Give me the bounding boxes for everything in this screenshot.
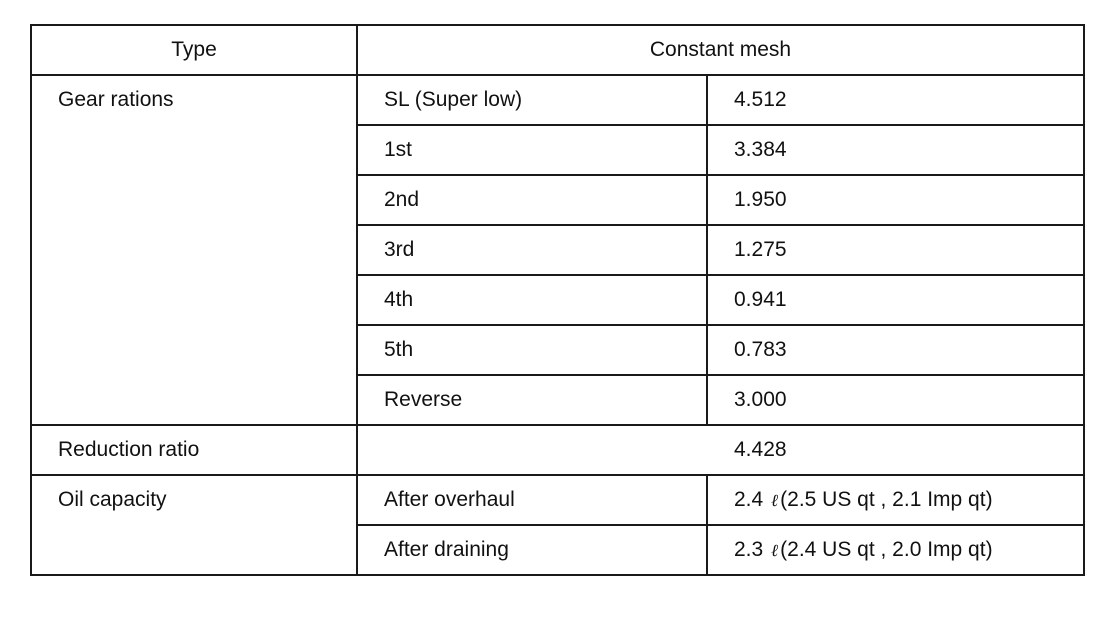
gear-ratio-cell: 0.941 — [707, 275, 1084, 325]
gear-name-cell: 1st — [357, 125, 707, 175]
reduction-ratio-value: 4.428 — [734, 438, 787, 461]
oil-amount-value: 2.4 — [734, 488, 764, 511]
reduction-ratio-row — [31, 425, 1084, 475]
gear-name-cell: 5th — [357, 325, 707, 375]
reduction-ratio-value-cell — [357, 425, 1084, 475]
oil-amount-cell — [707, 525, 1084, 575]
gear-ratio-cell: 3.000 — [707, 375, 1084, 425]
gear-ratio-cell: 0.783 — [707, 325, 1084, 375]
oil-condition-cell: After overhaul — [357, 475, 707, 525]
gear-name-cell: Reverse — [357, 375, 707, 425]
oil-amount-detail: (2.5 US qt , 2.1 Imp qt) — [780, 488, 993, 511]
header-row — [31, 25, 1084, 75]
liter-symbol: ℓ — [771, 491, 779, 511]
type-value-cell: Constant mesh — [357, 25, 1084, 75]
oil-amount-value: 2.3 — [734, 538, 764, 561]
gear-name-cell: SL (Super low) — [357, 75, 707, 125]
gear-ratios-label-cell: Gear rations — [31, 75, 357, 425]
oil-capacity-label-cell: Oil capacity — [31, 475, 357, 575]
gear-ratio-cell: 1.275 — [707, 225, 1084, 275]
type-label-cell: Type — [31, 25, 357, 75]
gear-ratio-cell: 3.384 — [707, 125, 1084, 175]
oil-amount-detail: (2.4 US qt , 2.0 Imp qt) — [780, 538, 993, 561]
oil-condition-cell: After draining — [357, 525, 707, 575]
gear-ratio-row — [31, 75, 1084, 125]
oil-capacity-row — [31, 475, 1084, 525]
gear-name-cell: 3rd — [357, 225, 707, 275]
specification-table — [30, 24, 1085, 576]
gear-name-cell: 2nd — [357, 175, 707, 225]
gear-ratio-cell: 4.512 — [707, 75, 1084, 125]
oil-amount-cell — [707, 475, 1084, 525]
reduction-ratio-label-cell: Reduction ratio — [31, 425, 357, 475]
gear-name-cell: 4th — [357, 275, 707, 325]
gear-ratio-cell: 1.950 — [707, 175, 1084, 225]
liter-symbol: ℓ — [771, 541, 779, 561]
